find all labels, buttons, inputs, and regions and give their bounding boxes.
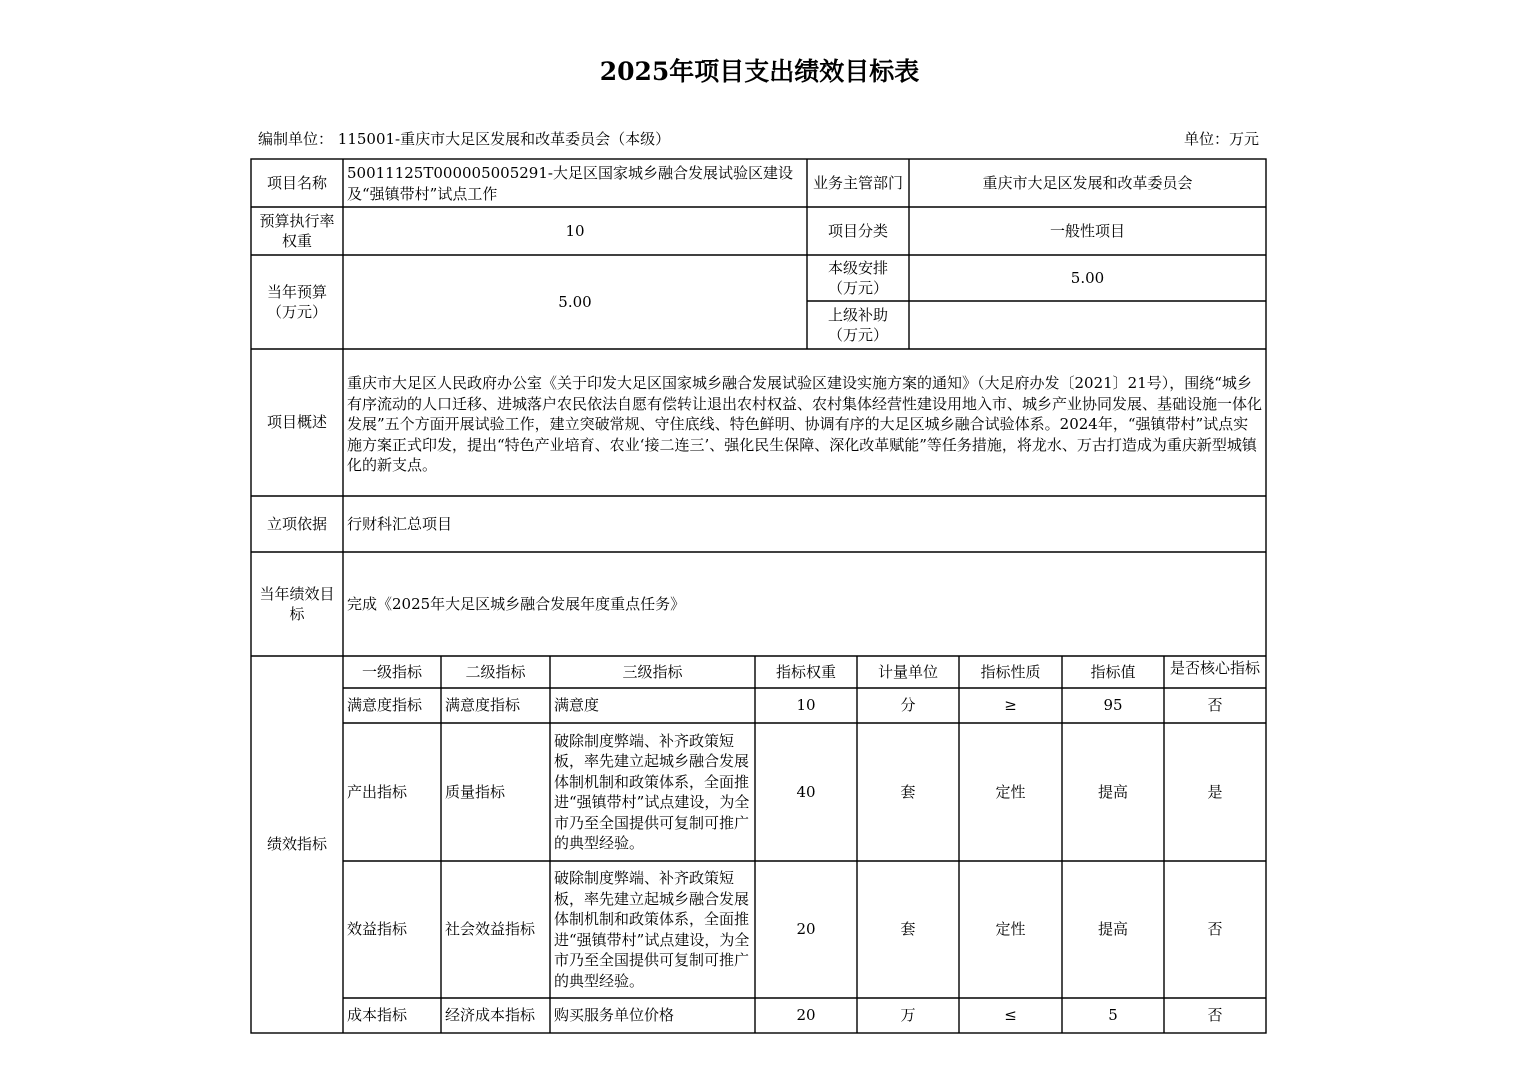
document-title: 2025年项目支出绩效目标表: [599, 57, 920, 86]
table-row-cell: 质量指标: [445, 782, 506, 801]
header-value: 指标值: [1090, 662, 1136, 681]
table-row-cell: 95: [1103, 696, 1123, 715]
overview-label: 项目概述: [266, 413, 327, 432]
dept-label: 业务主管部门: [812, 173, 903, 192]
table-row-cell: 否: [1207, 696, 1223, 715]
basis-value: 行财科汇总项目: [347, 514, 453, 533]
project-name-value: 50011125T000005005291-大足区国家城乡融合发展试验区建设及“强镇带村”试点工作: [347, 164, 793, 203]
table-row-cell: 成本指标: [347, 1006, 408, 1025]
table-row-cell: 分: [900, 696, 916, 715]
org-label: 编制单位：: [258, 130, 334, 148]
table-row-cell: 否: [1207, 1006, 1223, 1025]
table-row-cell: 10: [796, 696, 816, 715]
table-row-cell: 定性: [995, 920, 1026, 939]
table-row-cell: 20: [796, 920, 816, 939]
overview-value: 重庆市大足区人民政府办公室《关于印发大足区国家城乡融合发展试验区建设实施方案的通知》（大足府办发〔2021〕21号），围绕“城乡有序流动的人口迁移、进城落户农民依法自愿有偿转让退出农村权益、农村集体经营性建设用地入市、城乡产业协同发展、基础设施一体化发展”五个方面开展试验工作，建立突破常规、守住底线、特色鲜明、协调有序的大足区城乡融合试验体系。2024年，“强镇带村”试点实施方案正式印发，提出“特色产业培育、农业‘接二连三’、强化民生保障、深化改革赋能”等任务措施，将龙水、万古打造成为重庆新型城镇化的新支点。: [347, 374, 1263, 474]
local-value: 5.00: [1070, 268, 1105, 287]
header-nature: 指标性质: [980, 662, 1041, 681]
weight-label: 预算执行率权重: [259, 211, 335, 250]
header-level1: 一级指标: [361, 662, 422, 681]
header-core: 是否核心指标: [1169, 659, 1260, 677]
table-row-cell: 套: [900, 920, 916, 939]
table-row-cell: 满意度指标: [347, 696, 423, 715]
header-weight: 指标权重: [775, 662, 836, 681]
table-row-cell: ≤: [1004, 1006, 1017, 1025]
perf-label: 绩效指标: [266, 835, 327, 854]
table-row-cell: 购买服务单位价格: [554, 1006, 675, 1025]
table-row-cell: 5: [1108, 1006, 1118, 1025]
goal-value: 完成《2025年大足区城乡融合发展年度重点任务》: [347, 594, 686, 613]
category-value: 一般性项目: [1049, 221, 1125, 240]
table-row-cell: 提高: [1097, 782, 1128, 801]
table-row-cell: 否: [1207, 920, 1223, 939]
table-row-cell: 20: [796, 1006, 816, 1025]
table-row-cell: 产出指标: [347, 782, 408, 801]
header-level3: 三级指标: [622, 662, 683, 681]
goal-label: 当年绩效目标: [259, 584, 335, 623]
table-row-cell: 是: [1207, 782, 1223, 801]
org-value: 115001-重庆市大足区发展和改革委员会（本级）: [337, 130, 671, 148]
project-name-label: 项目名称: [266, 173, 327, 192]
weight-value: 10: [565, 221, 585, 240]
header-unit: 计量单位: [877, 662, 938, 681]
table-row-cell: 万: [900, 1006, 916, 1025]
subsidy-label: 上级补助（万元）: [827, 305, 888, 344]
subsidy-value: [909, 301, 1266, 349]
table-row-cell: 效益指标: [347, 920, 408, 939]
org-line: [258, 128, 670, 149]
table-row-cell: 40: [796, 782, 816, 801]
table-row-cell: 套: [900, 782, 916, 801]
table-row-cell: 社会效益指标: [445, 920, 536, 939]
dept-value: 重庆市大足区发展和改革委员会: [982, 173, 1193, 192]
table-row-cell: ≥: [1004, 696, 1017, 715]
budget-value: 5.00: [558, 292, 592, 311]
table-row-cell: 满意度指标: [445, 696, 521, 715]
table-row-cell: 破除制度弊端、补齐政策短板，率先建立起城乡融合发展体制机制和政策体系，全面推进“强镇带村”试点建设，为全市乃至全国提供可复制可推广的典型经验。: [554, 869, 750, 990]
category-label: 项目分类: [827, 221, 888, 240]
table-row-cell: 经济成本指标: [445, 1006, 536, 1025]
table-row-cell: 定性: [995, 782, 1026, 801]
local-label: 本级安排（万元）: [827, 258, 888, 297]
header-level2: 二级指标: [465, 662, 526, 681]
table-row-cell: 满意度: [554, 696, 600, 715]
table-row-cell: 提高: [1097, 920, 1128, 939]
table-row-cell: 破除制度弊端、补齐政策短板，率先建立起城乡融合发展体制机制和政策体系，全面推进“强镇带村”试点建设，为全市乃至全国提供可复制可推广的典型经验。: [554, 731, 750, 852]
unit-label: 单位：万元: [1184, 130, 1260, 148]
budget-label: 当年预算（万元）: [266, 282, 327, 321]
basis-label: 立项依据: [266, 514, 327, 533]
